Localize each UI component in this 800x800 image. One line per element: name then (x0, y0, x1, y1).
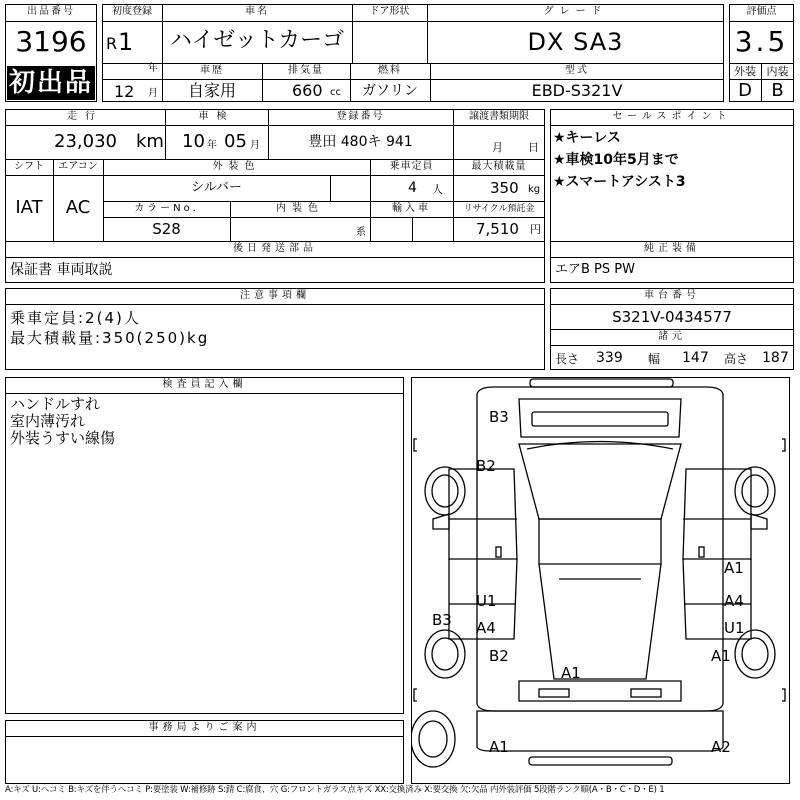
aircon-label: エアコン (58, 161, 98, 172)
transfer-label: 譲渡書類期限 (469, 111, 529, 122)
maxload-value: 350 (490, 179, 519, 197)
interior-label: 内装 (766, 65, 789, 78)
interior-grade: B (771, 80, 784, 101)
grade-label: グレード (543, 6, 608, 17)
inspector-note: 外装うすい線傷 (10, 429, 116, 447)
history-value: 自家用 (187, 81, 236, 100)
transfer-day-unit: 日 (528, 141, 539, 154)
fuel-value: ガソリン (362, 83, 418, 99)
inspection-year: 10 (182, 131, 205, 152)
maxload-unit: kg (528, 184, 541, 195)
displacement-value: 660 (292, 81, 323, 100)
office-label: 事務局よりご案内 (148, 722, 261, 733)
damage-mark: A1 (724, 559, 744, 577)
equip-value: エアB PS PW (555, 262, 635, 277)
chassis-label: 車台番号 (644, 290, 700, 301)
caution-label: 注意事項欄 (240, 290, 310, 301)
damage-mark: B3 (489, 408, 509, 426)
capacity-value: 4 (408, 180, 417, 196)
history-label: 車歴 (200, 65, 224, 76)
maxload-label: 最大積載量 (471, 161, 527, 172)
equip-label: 純正装備 (644, 243, 700, 254)
height-value: 187 (762, 350, 789, 366)
first-reg-label: 初度登録 (112, 6, 152, 17)
ext-color-label: 外装色 (212, 161, 261, 172)
transfer-month-unit: 月 (492, 141, 503, 154)
int-color-label: 内装色 (276, 203, 324, 214)
damage-mark: U1 (476, 592, 497, 610)
displacement-label: 排気量 (288, 65, 324, 76)
int-color-unit: 系 (356, 227, 366, 238)
grade-value: DX SA3 (527, 28, 624, 56)
first-reg-era: R (106, 34, 118, 53)
sales-point: ★キーレス (553, 130, 621, 146)
score-label: 評価点 (746, 6, 777, 17)
model-label: 型式 (565, 65, 589, 76)
damage-mark: A2 (711, 738, 731, 756)
damage-mark: A1 (561, 664, 581, 682)
first-reg-month: 12 (114, 82, 135, 101)
height-label: 高さ (724, 352, 749, 366)
recycle-label: リサイクル預託金 (463, 204, 535, 214)
displacement-unit: cc (330, 87, 341, 98)
damage-mark: B3 (432, 611, 452, 629)
width-label: 幅 (648, 352, 661, 366)
damage-mark: A4 (724, 592, 744, 610)
mileage-unit: km (136, 131, 164, 152)
plate-value: 豊田 480キ 941 (308, 134, 413, 150)
sales-point: ★スマートアシスト3 (553, 174, 686, 190)
damage-mark: A1 (711, 647, 731, 665)
car-diagram (412, 378, 788, 782)
damage-mark: A4 (476, 619, 496, 637)
car-name: ハイゼットカーゴ (169, 28, 345, 53)
inspector-note: 室内薄汚れ (10, 412, 86, 430)
color-no-label: カラーNo. (134, 203, 199, 214)
inspector-note: ハンドルすれ (10, 395, 101, 413)
car-name-label: 車名 (245, 6, 269, 17)
mileage-label: 走行 (67, 111, 103, 122)
length-label: 長さ (555, 352, 580, 366)
caution-line: 最大積載量:350(250)kg (10, 329, 210, 347)
import-label: 輸入車 (392, 203, 431, 214)
mileage-value: 23,030 (54, 131, 117, 152)
length-value: 339 (596, 350, 623, 366)
dims-label: 諸元 (658, 331, 686, 342)
door-label: ドア形状 (369, 6, 410, 17)
capacity-unit: 人 (432, 183, 443, 196)
first-listing-badge: 初出品 (8, 68, 93, 98)
damage-mark: B2 (476, 457, 496, 475)
shift-label: シフト (14, 161, 44, 172)
caution-line: 乗車定員:2(4)人 (10, 309, 141, 327)
first-reg-month-unit: 月 (148, 88, 158, 99)
damage-diagram-box (411, 377, 790, 784)
aircon-value: AC (65, 197, 91, 218)
chassis-value: S321V-0434577 (612, 308, 732, 326)
inspection-month-unit: 月 (250, 140, 260, 151)
recycle-unit: 円 (530, 223, 541, 236)
inspector-label: 検査員記入欄 (162, 379, 247, 390)
plate-label: 登録番号 (336, 111, 385, 122)
exterior-grade: D (738, 80, 752, 101)
color-no-value: S28 (152, 220, 181, 238)
fuel-label: 燃料 (378, 65, 402, 76)
later-parts-value: 保証書 車両取説 (10, 262, 113, 278)
later-parts-label: 後日発送部品 (233, 243, 317, 254)
lot-no: 3196 (15, 25, 87, 58)
inspection-label: 車検 (198, 111, 235, 122)
exterior-label: 外装 (734, 65, 756, 78)
sales-point: ★車検10年5月まで (553, 152, 679, 168)
model-value: EBD-S321V (531, 81, 623, 100)
ext-color-value: シルバー (191, 180, 242, 195)
lot-no-label: 出品番号 (27, 6, 75, 17)
inspection-month: 05 (224, 131, 247, 152)
recycle-value: 7,510 (476, 220, 519, 238)
damage-mark: A1 (489, 738, 509, 756)
inspection-year-unit: 年 (207, 140, 217, 151)
capacity-label: 乗車定員 (389, 161, 434, 172)
damage-legend: A:キズ U:ヘコミ B:キズを伴うヘコミ P:要塗装 W:補修跡 S:錆 C:腐食、穴 G:フロントガラス点キズ XX:交換済み X:要交換 欠:欠品 内外装評価 5段階ランク順(A・B・C・D・E) 1 (5, 785, 665, 795)
score-value: 3.5 (734, 25, 789, 58)
damage-mark: U1 (724, 619, 745, 637)
sales-label: セールスポイント (612, 111, 732, 122)
first-reg-year: 1 (118, 28, 134, 56)
first-reg-year-unit: 年 (148, 63, 158, 74)
width-value: 147 (682, 350, 709, 366)
shift-value: IAT (15, 197, 43, 218)
damage-mark: B2 (489, 647, 509, 665)
